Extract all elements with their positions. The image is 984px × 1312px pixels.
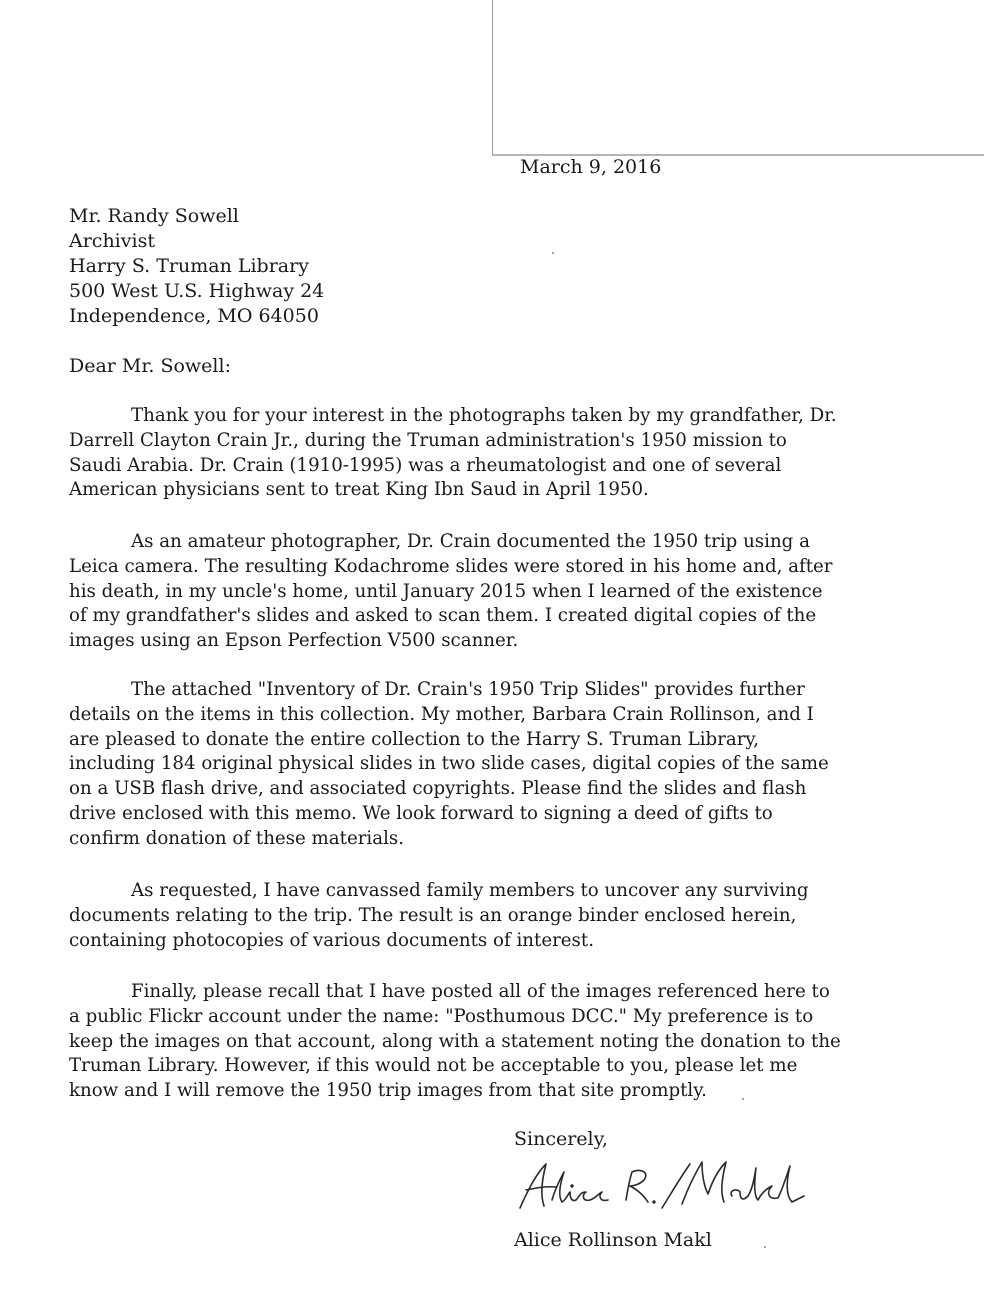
salutation: Dear Mr. Sowell: — [69, 355, 231, 377]
scan-speck — [552, 252, 554, 254]
recipient-address — [69, 204, 324, 329]
signer-name: Alice Rollinson Makl — [514, 1229, 712, 1251]
body-paragraph-2: As an amateur photographer, Dr. Crain documented the 1950 trip using a Leica camera. The resulting Kodachrome slides were stored in his home and, after his death, in my uncle's home, until January 2015 when I learned of the existence of my grandfather's slides and asked to scan them. I created digital copies of the images using an Epson Perfection V500 scanner. — [69, 531, 833, 652]
scan-speck — [742, 1098, 744, 1100]
body-paragraph-3: The attached "Inventory of Dr. Crain's 1950 Trip Slides" provides further details on the items in this collection. My mother, Barbara Crain Rollinson, and I are pleased to donate the entire collection to the Harry S. Truman Library, including 184 original physical slides in two slide cases, digital copies of the same on a USB flash drive, and associated copyrights. Please find the slides and flash drive enclosed with this memo. We look forward to signing a deed of gifts to confirm donation of these materials. — [69, 679, 829, 849]
body-paragraph-1: Thank you for your interest in the photographs taken by my grandfather, Dr. Darrell Clayton Crain Jr., during the Truman administration's 1950 mission to Saudi Arabia. Dr. Crain (1910-1995) was a rheumatologist and one of several American physicians sent to treat King Ibn Saud in April 1950. — [69, 405, 837, 501]
address-line-title: Archivist — [69, 230, 155, 252]
scan-page-edge — [492, 0, 984, 156]
body-paragraph-5: Finally, please recall that I have posted all of the images referenced here to a public Flickr account under the name: "Posthumous DCC." My preference is to keep the images on that account, along with a statement noting the donation to the Truman Library. However, if this would not be acceptable to you, please let me know and I will remove the 1950 trip images from that site promptly. — [69, 981, 841, 1102]
closing: Sincerely, — [514, 1128, 608, 1150]
address-line-organization: Harry S. Truman Library — [69, 255, 309, 277]
handwritten-signature — [506, 1150, 806, 1220]
scan-speck — [764, 1246, 766, 1248]
address-line-name: Mr. Randy Sowell — [69, 205, 239, 227]
letter-date: March 9, 2016 — [520, 156, 662, 178]
address-line-street: 500 West U.S. Highway 24 — [69, 280, 325, 302]
address-line-city: Independence, MO 64050 — [69, 305, 319, 327]
body-paragraph-4: As requested, I have canvassed family members to uncover any surviving documents relating to the trip. The result is an orange binder enclosed herein, containing photocopies of various documents of interest. — [69, 880, 809, 951]
